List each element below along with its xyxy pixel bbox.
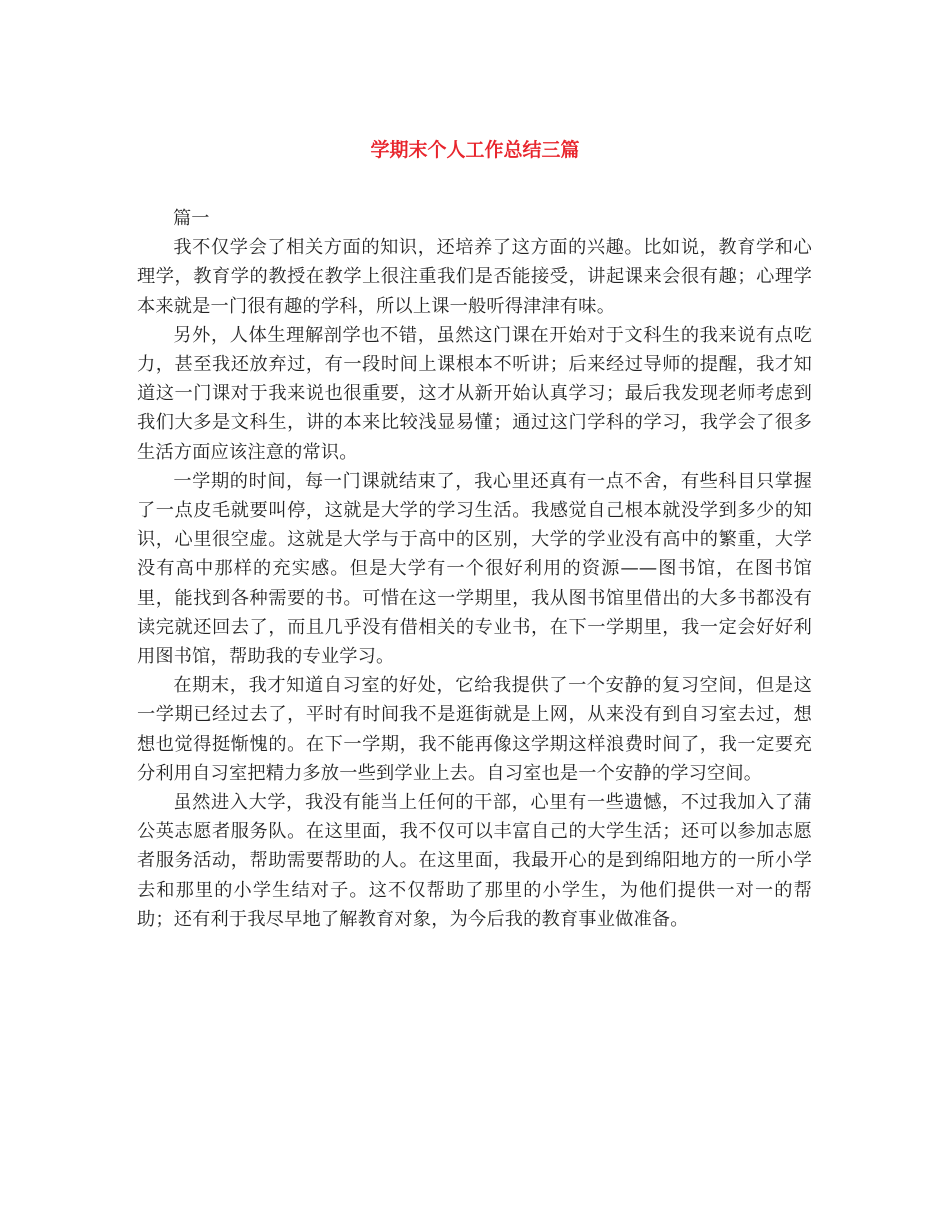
- paragraph-3: 一学期的时间，每一门课就结束了，我心里还真有一点不舍，有些科目只掌握了一点皮毛就要叫停，这就是大学的学习生活。我感觉自己根本就没学到多少的知识，心里很空虚。这就是大学与于高中的区别，大学的学业没有高中的繁重，大学没有高中那样的充实感。但是大学有一个很好利用的资源——图书馆，在图书馆里，能找到各种需要的书。可惜在这一学期里，我从图书馆里借出的大多书都没有读完就还回去了，而且几乎没有借相关的专业书，在下一学期里，我一定会好好利用图书馆，帮助我的专业学习。: [137, 470, 812, 668]
- paragraph-2: 另外，人体生理解剖学也不错，虽然这门课在开始对于文科生的我来说有点吃力，甚至我还放弃过，有一段时间上课根本不听讲；后来经过导师的提醒，我才知道这一门课对于我来说也很重要，这才从新开始认真学习；最后我发现老师考虑到我们大多是文科生，讲的本来比较浅显易懂；通过这门学科的学习，我学会了很多生活方面应该注意的常识。: [137, 324, 812, 463]
- document-title: 学期末个人工作总结三篇: [370, 139, 580, 161]
- paragraph-4: 在期末，我才知道自习室的好处，它给我提供了一个安静的复习空间，但是这一学期已经过去了，平时有时间我不是逛街就是上网，从来没有到自习室去过，想想也觉得挺惭愧的。在下一学期，我不能再像这学期这样浪费时间了，我一定要充分利用自习室把精力多放一些到学业上去。自习室也是一个安静的学习空间。: [137, 675, 812, 784]
- paragraph-1: 我不仅学会了相关方面的知识，还培养了这方面的兴趣。比如说，教育学和心理学，教育学的教授在教学上很注重我们是否能接受，讲起课来会很有趣；心理学本来就是一门很有趣的学科，所以上课一般听得津津有味。: [137, 237, 812, 317]
- section-heading: 篇一: [173, 208, 210, 229]
- document-body: [137, 204, 812, 934]
- paragraph-5: 虽然进入大学，我没有能当上任何的干部，心里有一些遗憾，不过我加入了蒲公英志愿者服务队。在这里面，我不仅可以丰富自己的大学生活；还可以参加志愿者服务活动，帮助需要帮助的人。在这里面，我最开心的是到绵阳地方的一所小学去和那里的小学生结对子。这不仅帮助了那里的小学生，为他们提供一对一的帮助；还有利于我尽早地了解教育对象，为今后我的教育事业做准备。: [137, 792, 812, 930]
